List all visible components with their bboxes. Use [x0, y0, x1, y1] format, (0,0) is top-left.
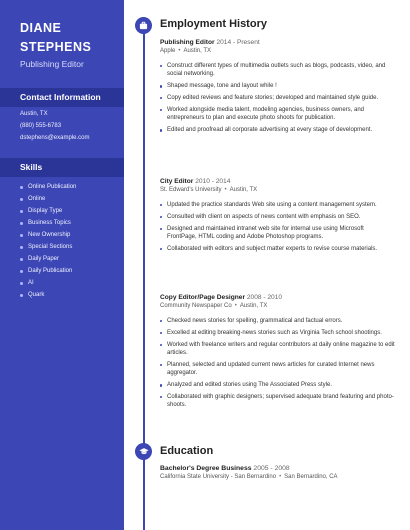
- bullet-icon: [20, 210, 23, 213]
- skills-heading: Skills: [0, 158, 124, 177]
- bullet-text: Worked alongside media talent, modeling agencies, business owners, and entrepreneurs to plan and execute photo shoots for publication.: [167, 106, 365, 122]
- job-bullet: [167, 393, 395, 410]
- job-role: City Editor: [160, 178, 194, 185]
- job-dates: 2014 - Present: [216, 39, 260, 46]
- skill-label: Online: [28, 196, 46, 202]
- contact-location: Austin, TX: [20, 111, 48, 117]
- bullet-icon: [160, 65, 162, 67]
- bullet-icon: [20, 186, 23, 189]
- education-entry: Bachelor's Degree Business 2005 - 2008 California State University - San Bernardino • San Bernardino, CA: [160, 465, 338, 480]
- last-name: STEPHENS: [20, 40, 92, 54]
- school: California State University - San Bernardino: [160, 474, 277, 480]
- bullet-text: Analyzed and edited stories using The Associated Press style.: [167, 382, 332, 389]
- job-bullet: [167, 245, 395, 253]
- candidate-name: [20, 19, 120, 57]
- education-heading: Education: [160, 445, 214, 457]
- bullet-icon: [20, 198, 23, 201]
- bullet-icon: [20, 282, 23, 285]
- skill-label: New Ownership: [28, 232, 71, 238]
- job-bullet: [167, 106, 395, 123]
- bullet-icon: [160, 248, 162, 250]
- job-dates: 2008 - 2010: [246, 294, 283, 301]
- job-bullets: [167, 201, 395, 253]
- skill-item: [20, 205, 76, 217]
- job-bullet: [167, 381, 395, 389]
- job-bullet: [167, 62, 395, 79]
- job-bullet: [167, 341, 395, 358]
- bullet-icon: [160, 228, 162, 230]
- job-role: Publishing Editor: [160, 39, 215, 46]
- bullet-icon: [20, 258, 23, 261]
- bullet-icon: [160, 384, 162, 386]
- skill-label: Daily Publication: [28, 268, 73, 274]
- bullet-icon: [20, 222, 23, 225]
- job-bullet: [167, 225, 395, 242]
- job-dates: 2010 - 2014: [195, 178, 231, 185]
- job-entry: Copy Editor/Page Designer 2008 - 2010 Community Newspaper Co • Austin, TX Checked news stories for spelling, grammatical and factual errors. Excelled at editing breaking-news stories such as Virginia Tech school shootings. Worked with freelance writers and regular contributors at daily online magazine to edit articles. Planned, selected and updated current news articles for curated Internet news aggregator. Analyzed and edited stories using The Associated Press style. Collaborated with graphic designers; supervised adequate brand featuring and photo-shoots.: [160, 294, 395, 409]
- bullet-icon: [160, 364, 162, 366]
- education-dates: 2005 - 2008: [253, 465, 290, 472]
- job-bullets: [167, 317, 395, 410]
- bullet-text: Construct different types of multimedia outlets such as blogs, podcasts, video, and social networking.: [167, 63, 386, 78]
- job-location: Austin, TX: [229, 187, 258, 193]
- job-bullet: [167, 329, 395, 337]
- bullet-text: Shaped message, tone and layout while !: [167, 83, 277, 90]
- skill-label: Business Topics: [28, 220, 71, 226]
- job-bullet: [167, 361, 395, 378]
- job-entry: Publishing Editor 2014 - Present Apple • Austin, TX Construct different types of multimedia outlets such as blogs, podcasts, video, and social networking. Shaped message, tone and layout while ! Copy edited reviews and feature stories; developed and maintained style guide. Worked alongside media talent, modeling agencies, business owners, and entrepreneurs to plan and execute photo shoots for publication. Edited and proofread all corporate advertising at every stage of development.: [160, 38, 395, 134]
- bullet-text: Edited and proofread all corporate advertising at every stage of development.: [167, 127, 373, 134]
- bullet-icon: [160, 332, 162, 334]
- skill-item: [20, 217, 76, 229]
- bullet-icon: [160, 320, 162, 322]
- skill-label: Online Publication: [28, 184, 77, 190]
- skill-label: Display Type: [28, 208, 63, 214]
- bullet-text: Collaborated with graphic designers; supervised adequate brand featuring and photo-shoots.: [167, 394, 394, 409]
- bullet-text: Collaborated with editors and subject matter experts to revise course materials.: [167, 245, 378, 252]
- bullet-text: Designed and maintained intranet web site for internal use using Microsoft FrontPage, HTML coding and Adobe Photoshop programs.: [167, 225, 364, 241]
- bullet-text: Worked with freelance writers and regular contributors at daily online magazine to edit articles.: [167, 341, 395, 357]
- bullet-icon: [160, 396, 162, 398]
- bullet-text: Updated the practice standards Web site using a content management system.: [167, 202, 377, 208]
- skill-item: [20, 193, 76, 205]
- skill-item: [20, 289, 76, 301]
- contact-email: dstephens@example.com: [20, 135, 90, 141]
- bullet-text: Planned, selected and updated current news articles for curated Internet news aggregator.: [167, 361, 375, 377]
- skills-list: [20, 181, 76, 301]
- job-role: Copy Editor/Page Designer: [160, 294, 246, 301]
- degree: Bachelor's Degree Business: [160, 465, 252, 472]
- job-bullets: [167, 62, 395, 134]
- job-location: Austin, TX: [239, 303, 268, 309]
- skill-label: Special Sections: [28, 244, 73, 250]
- skill-item: [20, 277, 76, 289]
- job-bullet: [167, 317, 395, 325]
- job-entry: City Editor 2010 - 2014 St. Edward's University • Austin, TX Updated the practice standards Web site using a content management system. Consulted with client on aspects of news content with emphasis on SEO. Designed and maintained intranet web site for internal use using Microsoft FrontPage, HTML coding and Adobe Photoshop programs. Collaborated with editors and subject matter experts to revise course materials.: [160, 177, 395, 253]
- bullet-icon: [160, 97, 162, 99]
- first-name: DIANE: [20, 21, 62, 35]
- sidebar: [0, 0, 124, 530]
- job-company: St. Edward's University: [160, 187, 222, 193]
- bullet-icon: [160, 216, 162, 218]
- skill-label: AI: [28, 280, 34, 286]
- bullet-icon: [20, 270, 23, 273]
- skill-item: [20, 265, 76, 277]
- job-company: Community Newspaper Co: [160, 303, 232, 309]
- bullet-icon: [20, 234, 23, 237]
- bullet-icon: [160, 129, 162, 131]
- skill-item: [20, 241, 76, 253]
- job-location: Austin, TX: [183, 48, 212, 54]
- bullet-icon: [20, 246, 23, 249]
- job-bullet: [167, 126, 395, 134]
- bullet-icon: [160, 109, 162, 111]
- bullet-text: Consulted with client on aspects of news content with emphasis on SEO.: [167, 213, 361, 220]
- bullet-icon: [160, 204, 162, 206]
- job-title: Publishing Editor: [20, 59, 84, 69]
- contact-heading: Contact Information: [0, 88, 124, 107]
- contact-phone: (880) 555-6783: [20, 123, 62, 129]
- skill-item: [20, 229, 76, 241]
- job-company: Apple: [160, 48, 176, 54]
- briefcase-icon: [135, 17, 152, 34]
- graduation-cap-icon: [135, 443, 152, 460]
- school-location: San Bernardino, CA: [284, 474, 338, 480]
- bullet-icon: [20, 294, 23, 297]
- job-bullet: [167, 94, 395, 102]
- job-bullet: [167, 201, 395, 209]
- bullet-text: Checked news stories for spelling, grammatical and factual errors.: [167, 318, 343, 324]
- skill-item: [20, 253, 76, 265]
- bullet-icon: [160, 85, 162, 87]
- bullet-text: Excelled at editing breaking-news stories such as Virginia Tech school shootings.: [167, 329, 382, 336]
- job-bullet: [167, 213, 395, 221]
- skill-label: Daily Paper: [28, 256, 60, 262]
- job-bullet: [167, 82, 395, 90]
- skill-item: [20, 181, 76, 193]
- bullet-icon: [160, 344, 162, 346]
- skill-label: Quark: [28, 292, 45, 298]
- employment-heading: Employment History: [160, 18, 267, 30]
- bullet-text: Copy edited reviews and feature stories; developed and maintained style guide.: [167, 95, 379, 102]
